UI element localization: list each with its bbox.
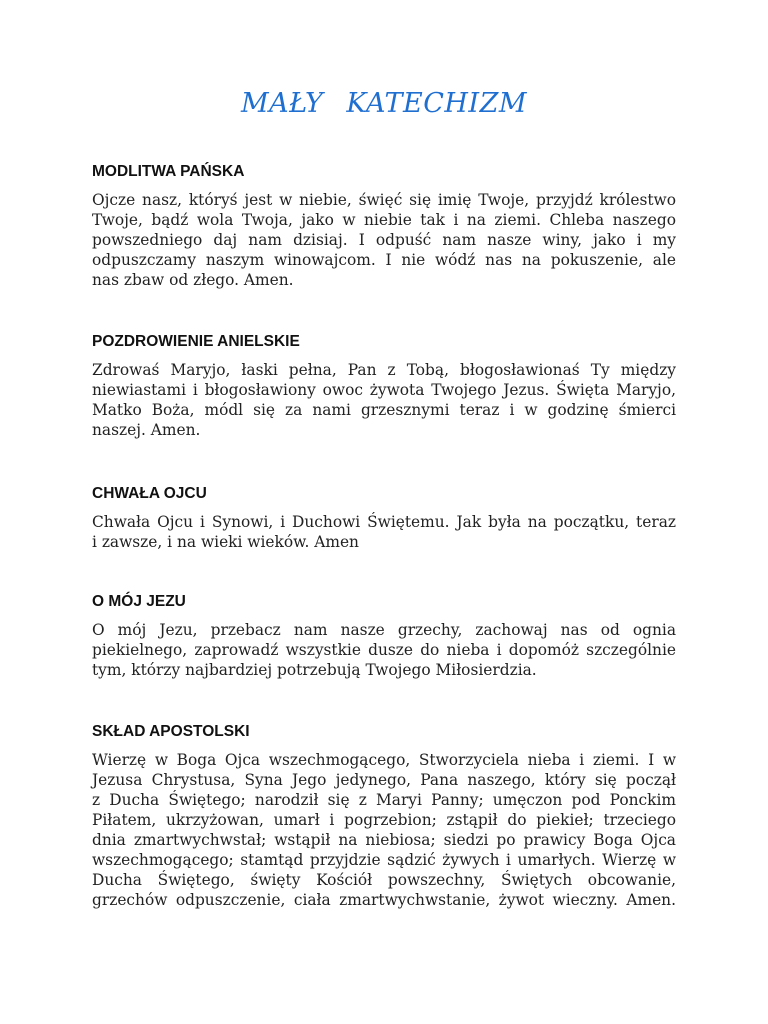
text-line: Twoje, bądź wola Twoja, jako w niebie tak i na ziemi. Chleba naszego <box>92 211 676 229</box>
section-heading: POZDROWIENIE ANIELSKIE <box>92 333 300 350</box>
section-heading: O MÓJ JEZU <box>92 593 186 610</box>
text-line: Wierzę w Boga Ojca wszechmogącego, Stworzyciela nieba i ziemi. I w <box>92 751 676 769</box>
prayer-section-sklad-apostolski <box>92 722 676 910</box>
text-line: z Ducha Świętego; narodził się z Maryi Panny; umęczon pod Ponckim <box>92 791 676 809</box>
text-line: Zdrowaś Maryjo, łaski pełna, Pan z Tobą, błogosławionaś Ty między <box>92 361 676 379</box>
text-line: Ojcze nasz, któryś jest w niebie, święć się imię Twoje, przyjdź królestwo <box>92 191 676 209</box>
text-line: naszej. Amen. <box>92 421 201 439</box>
prayer-text <box>92 512 676 552</box>
text-line: piekielnego, zaprowadź wszystkie dusze do nieba i dopomóż szczególnie <box>92 641 676 659</box>
prayer-text <box>92 750 676 910</box>
section-heading: CHWAŁA OJCU <box>92 485 207 502</box>
text-line: O mój Jezu, przebacz nam nasze grzechy, zachowaj nas od ognia <box>92 621 676 639</box>
text-line: odpuszczamy naszym winowajcom. I nie wódź nas na pokuszenie, ale <box>92 251 676 269</box>
text-line: niewiastami i błogosławiony owoc żywota Twojego Jezus. Święta Maryjo, <box>92 381 676 399</box>
text-line: wszechmogącego; stamtąd przyjdzie sądzić żywych i umarłych. Wierzę w <box>92 851 676 869</box>
text-line: grzechów odpuszczenie, ciała zmartwychwstanie, żywot wieczny. Amen. <box>92 891 676 909</box>
prayer-section-modlitwa-panska <box>92 162 676 290</box>
text-line: Piłatem, ukrzyżowan, umarł i pogrzebion; zstąpił do piekieł; trzeciego <box>92 811 676 829</box>
prayer-text <box>92 620 676 680</box>
text-line: Chwała Ojcu i Synowi, i Duchowi Świętemu. Jak była na początku, teraz <box>92 513 676 531</box>
prayer-section-o-moj-jezu <box>92 592 676 680</box>
text-line: powszedniego daj nam dzisiaj. I odpuść nam nasze winy, jako i my <box>92 231 676 249</box>
text-line: Ducha Świętego, święty Kościół powszechny, Świętych obcowanie, <box>92 871 676 889</box>
text-line: nas zbaw od złego. Amen. <box>92 271 294 289</box>
document-title: MAŁY KATECHIZM <box>241 88 527 119</box>
prayer-section-pozdrowienie-anielskie <box>92 332 676 440</box>
text-line: tym, którzy najbardziej potrzebują Twojego Miłosierdzia. <box>92 661 537 679</box>
text-line: dnia zmartwychwstał; wstąpił na niebiosa; siedzi po prawicy Boga Ojca <box>92 831 676 849</box>
prayer-text <box>92 360 676 440</box>
prayer-section-chwala-ojcu <box>92 484 676 552</box>
text-line: Jezusa Chrystusa, Syna Jego jedynego, Pana naszego, który się począł <box>92 771 676 789</box>
prayer-text <box>92 190 676 290</box>
text-line: Matko Boża, módl się za nami grzesznymi teraz i w godzinę śmierci <box>92 401 676 419</box>
text-line: i zawsze, i na wieki wieków. Amen <box>92 533 359 551</box>
section-heading: SKŁAD APOSTOLSKI <box>92 723 250 740</box>
section-heading: MODLITWA PAŃSKA <box>92 163 245 180</box>
